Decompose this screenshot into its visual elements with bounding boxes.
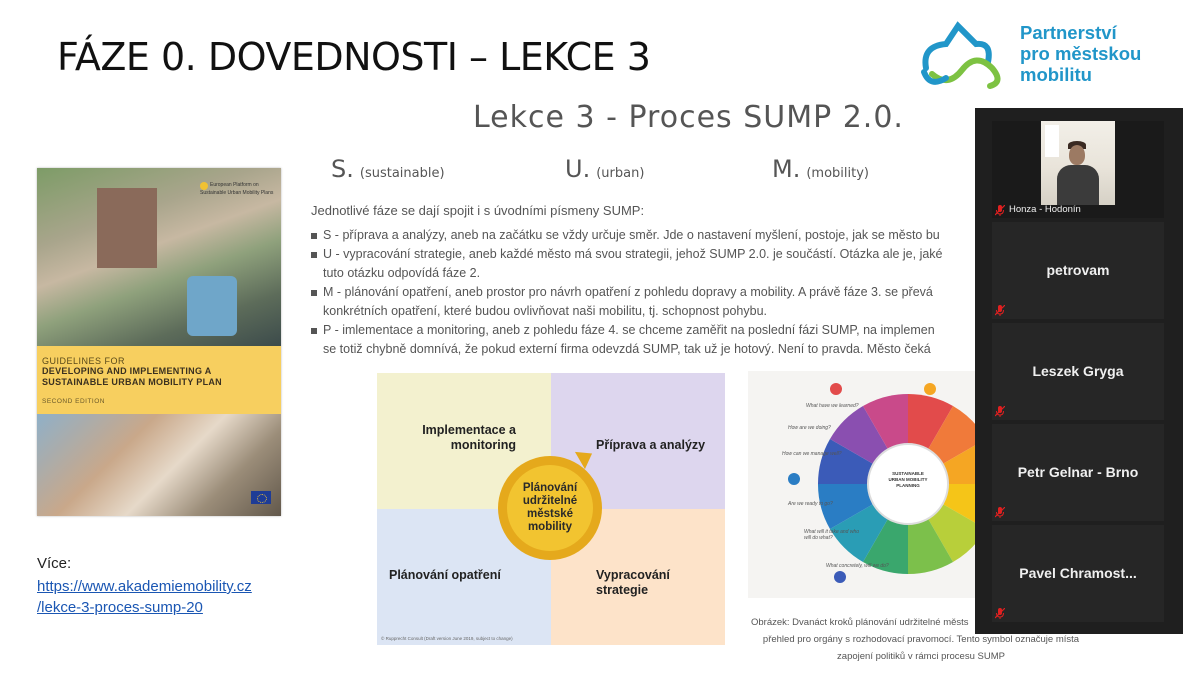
bullet-text: P - imlementace a monitoring, aneb z pohledu fáze 4. se chceme zaměřit na poslední fázi SUMP, na implemen (323, 323, 935, 337)
muted-mic-icon (995, 406, 1005, 417)
video-head (1069, 145, 1085, 165)
sump-quadrant-diagram (377, 373, 725, 645)
quadrant-label-implementation: Implementace a monitoring (422, 423, 516, 452)
logo-line-2: pro městskou (1020, 43, 1142, 64)
bullet-continuation: tuto otázku odpovídá fáze 2. (323, 266, 481, 280)
participant-name-bar (992, 204, 1164, 218)
cover-edition: SECOND EDITION (42, 398, 105, 405)
wheel-question: What will it take and who will do what? (804, 529, 860, 541)
wheel-question: Are we ready to go? (788, 501, 833, 507)
bullet-dot-icon (311, 290, 317, 296)
muted-mic-icon (995, 608, 1005, 619)
wheel-question: How can we manage well? (782, 451, 842, 457)
video-body (1057, 165, 1099, 205)
more-label: Více: (37, 555, 72, 572)
logo-line-1: Partnerství (1020, 22, 1117, 43)
sum-word: (urban) (596, 166, 645, 181)
participants-panel[interactable] (975, 108, 1183, 634)
sum-letter: M. (772, 155, 801, 183)
sump-cycle-wheel-image (748, 371, 978, 598)
cover-title-band (37, 346, 281, 414)
bullet-list (311, 226, 991, 359)
lesson-heading: Lekce 3 - Proces SUMP 2.0. (473, 100, 904, 135)
cover-brand (200, 182, 275, 196)
eltis-star-icon (200, 182, 208, 190)
wheel-center-label (876, 471, 940, 489)
cover-brand-text: European Platform on Sustainable Urban Mobility Plans (200, 182, 274, 196)
sum-word: (mobility) (806, 166, 869, 181)
bullet-item (311, 245, 991, 264)
bullet-text: U - vypracování strategie, aneb každé město má svou strategii, jehož SUMP 2.0. je součástí. Otázka ale je, jaké (323, 247, 943, 261)
participant-tile[interactable] (992, 525, 1164, 622)
participant-tile[interactable] (992, 424, 1164, 521)
eu-flag-icon (251, 491, 271, 504)
cover-title-line-2: SUSTAINABLE URBAN MOBILITY PLAN (42, 377, 222, 387)
cover-title (42, 366, 222, 388)
muted-mic-icon (995, 507, 1005, 518)
bullet-continuation: se totiž chybně domnívá, že pokud externí firma odevzdá SUMP, tak už je hotový. Není to pravda. Město čeká (323, 342, 931, 356)
quadrant-label-measures: Plánování opatření (389, 568, 501, 582)
bullet-text: M - plánování opatření, aneb prostor pro návrh opatření z pohledu dopravy a mobility. A právě fáze 3. se převá (323, 285, 933, 299)
wheel-question: What have we learned? (806, 403, 859, 409)
more-link[interactable] (37, 576, 252, 618)
muted-mic-icon (995, 305, 1005, 316)
wheel-center-line: PLANNING (896, 483, 920, 488)
sum-item-m (772, 155, 869, 183)
logo-text (1020, 22, 1141, 85)
bullet-dot-icon (311, 328, 317, 334)
participant-tile[interactable] (992, 222, 1164, 319)
bullet-dot-icon (311, 252, 317, 258)
more-link-line-2[interactable]: /lekce-3-proces-sump-20 (37, 599, 203, 616)
intro-text: Jednotlivé fáze se dají spojit i s úvodními písmeny SUMP: (311, 203, 645, 218)
quadrant-label-preparation: Příprava a analýzy (596, 438, 706, 452)
cover-tram (187, 276, 237, 336)
logo-line-3: mobilitu (1020, 64, 1092, 85)
participant-tile[interactable] (992, 323, 1164, 420)
cover-building (97, 188, 157, 268)
participant-name: Leszek Gryga (1032, 363, 1124, 379)
center-line: udržitelné (522, 495, 578, 507)
sum-item-s (331, 155, 445, 183)
caption-line-3: zapojení politiků v rámci procesu SUMP (837, 651, 1005, 662)
caption-line-1: Obrázek: Dvanáct kroků plánování udržitelné městs (751, 617, 969, 628)
bullet-item (311, 283, 991, 302)
quadrant-copyright: © Rupprecht Consult (Draft version June 2019, subject to change) (381, 636, 513, 641)
more-link-line-1[interactable]: https://www.akademiemobility.cz (37, 578, 252, 595)
center-line: městské (526, 508, 574, 520)
participant-name: petrovam (1046, 262, 1110, 278)
bullet-item (311, 226, 991, 245)
bullet-item (311, 321, 991, 340)
bullet-dot-icon (311, 233, 317, 239)
sum-letter: S. (331, 155, 354, 183)
participant-name: Pavel Chramost... (1019, 565, 1137, 581)
cover-title-line-1: DEVELOPING AND IMPLEMENTING A (42, 366, 212, 376)
sum-word: (sustainable) (359, 166, 445, 181)
logo-mark-icon (918, 16, 1008, 91)
bullet-text: S - příprava a analýzy, aneb na začátku se vždy určuje směr. Jde o nastavení myšlení, postoje, jak se město bu (323, 228, 940, 242)
wheel-center-line: URBAN MOBILITY (888, 477, 928, 482)
sum-letter: U. (565, 155, 591, 183)
guidelines-cover-image (37, 168, 281, 516)
cover-photo-bottom (37, 414, 281, 516)
wheel-question: What concretely, will we do? (826, 563, 889, 569)
sum-item-u (565, 155, 644, 183)
center-label (507, 465, 593, 551)
participant-name: Petr Gelnar - Brno (1017, 464, 1139, 480)
quadrant-center-circle (498, 456, 602, 560)
caption-line-2: přehled pro orgány s rozhodovací pravomocí. Tento symbol označuje místa (762, 634, 1080, 645)
partnerstvi-logo (918, 14, 1158, 94)
muted-mic-icon (995, 205, 1005, 216)
slide-title: FÁZE 0. DOVEDNOSTI – LEKCE 3 (57, 35, 651, 79)
center-line: mobility (527, 521, 573, 533)
wheel-question: How are we doing? (788, 425, 831, 431)
video-window (1045, 125, 1059, 157)
participant-name: Honza - Hodonín (1009, 204, 1081, 215)
quadrant-label-strategy: Vypracování strategie (596, 568, 670, 597)
participant-video (1041, 121, 1115, 205)
center-line: Plánování (522, 482, 578, 494)
wheel-center-line: SUSTAINABLE (892, 471, 924, 476)
cover-guidelines: GUIDELINES FOR (42, 356, 126, 366)
bullet-continuation: konkrétních opatření, které budou ovlivňovat naši mobilitu, tj. schopnost pohybu. (323, 304, 768, 318)
